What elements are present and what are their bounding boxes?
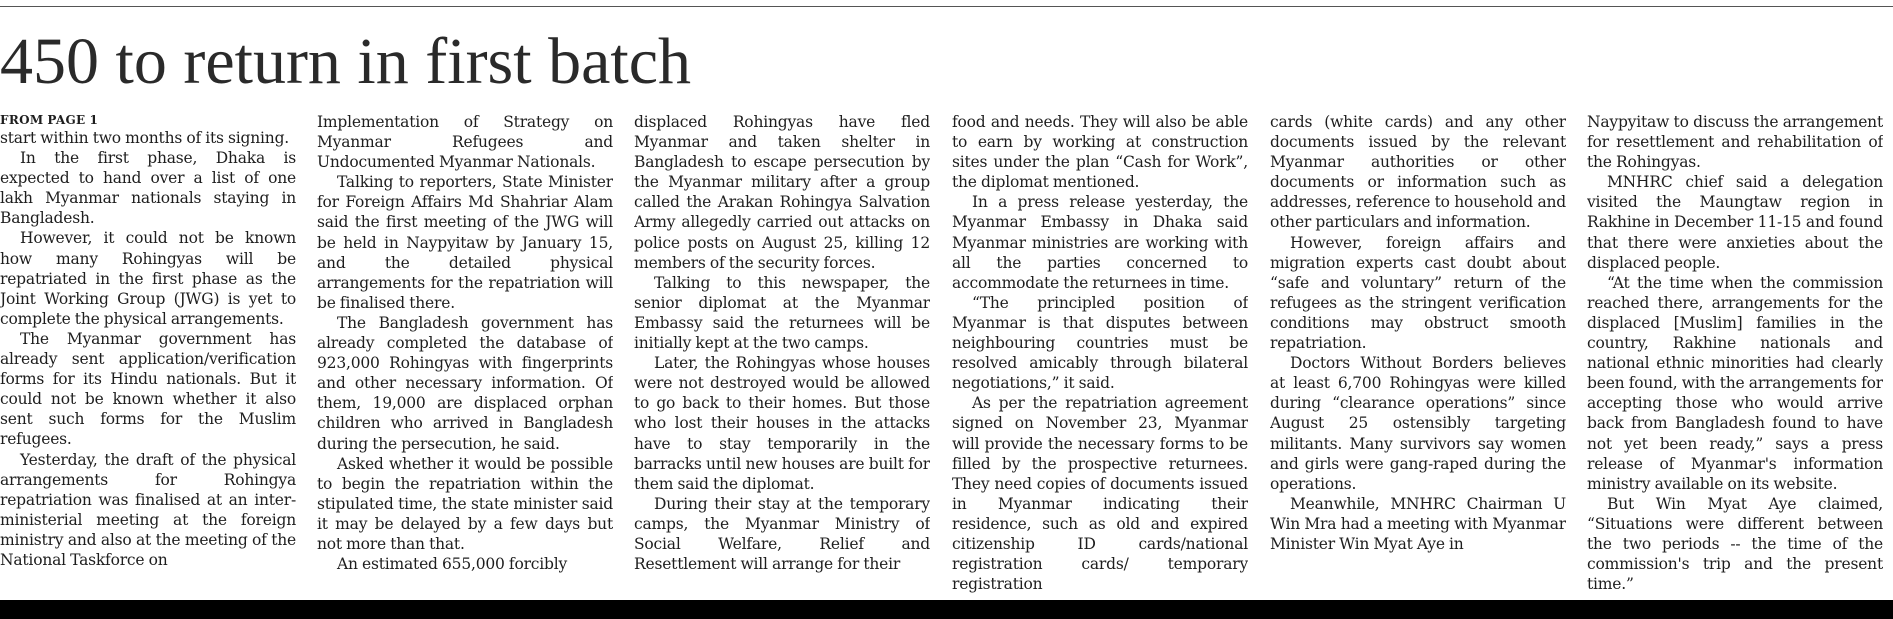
paragraph: An estimated 655,000 forcibly (337, 555, 568, 574)
paragraph: During their stay at the temporary camps, the Myanmar Ministry of Social Welfare, Relief and Resettlement will arrange for their (634, 494, 930, 574)
paragraph: start within two months of its signing. (0, 129, 290, 147)
paragraph: Talking to reporters, State Minister for Foreign Affairs Md Shahriar Alam said the first meeting of the JWG will be held in Naypyitaw by January 15, and the detailed physical arrangements for the repatriation will be finalised there. (317, 173, 613, 312)
paragraph: But Win Myat Aye claimed, “Situations were different between the two periods -- the time of the commission's trip and the present time.” (1587, 494, 1883, 594)
paragraph: The Myanmar government has already sent application/verification forms for its Hindu nationals. But it could not be known whether it also sent such forms for the Muslim refugees. (0, 329, 296, 449)
article-body (0, 112, 1893, 600)
paragraph: Talking to this newspaper, the senior diplomat at the Myanmar Embassy said the returnees will be initially kept at the two camps. (634, 273, 930, 353)
paragraph: In the first phase, Dhaka is expected to hand over a list of one lakh Myanmar nationals staying in Bangladesh. (0, 149, 296, 228)
column-3 (634, 112, 930, 600)
paragraph: Naypyitaw to discuss the arrangement for resettlement and rehabilitation of the Rohingyas. (1587, 113, 1883, 172)
paragraph: Asked whether it would be possible to begin the repatriation within the stipulated time, the state minister said it may be delayed by a few days but not more than that. (317, 454, 613, 553)
paragraph: cards (white cards) and any other documents issued by the relevant Myanmar authorities or other documents or information such as addresses, reference to household and other particulars and information. (1270, 113, 1566, 232)
headline: 450 to return in first batch (0, 25, 692, 98)
paragraph: However, it could not be known how many Rohingyas will be repatriated in the first phase as the Joint Working Group (JWG) is yet to complete the physical arrangements. (0, 229, 296, 328)
paragraph: “The principled position of Myanmar is that disputes between neighbouring countries must be resolved amicably through bilateral negotiations,” it said. (952, 293, 1248, 393)
column-6 (1587, 112, 1883, 600)
paragraph: Doctors Without Borders believes at least 6,700 Rohingyas were killed during “clearance operations” since August 25 ostensibly targeting militants. Many survivors say women and girls were gang-raped during the operations. (1270, 354, 1566, 493)
paragraph: The Bangladesh government has already completed the database of 923,000 Rohingyas with fingerprints and other necessary information. Of them, 19,000 are displaced orphan children who arrived in Bangladesh during the persecution, he said. (317, 313, 613, 453)
top-rule (0, 6, 1893, 7)
paragraph: displaced Rohingyas have fled Myanmar and taken shelter in Bangladesh to escape persecution by the Myanmar military after a group called the Arakan Rohingya Salvation Army allegedly carried out attacks on police posts on August 25, killing 12 members of the security forces. (634, 113, 930, 272)
paragraph: food and needs. They will also be able to earn by working at construction sites under the plan “Cash for Work”, the diplomat mentioned. (952, 113, 1248, 192)
paragraph: Later, the Rohingyas whose houses were not destroyed would be allowed to go back to their homes. But those who lost their houses in the attacks have to stay temporarily in the barracks until new houses are built for them said the diplomat. (634, 354, 930, 493)
column-1 (0, 112, 296, 600)
column-4 (952, 112, 1248, 600)
continuation-kicker: FROM PAGE 1 (0, 113, 99, 127)
paragraph: Yesterday, the draft of the physical arrangements for Rohingya repatriation was finalised at an inter-ministerial meeting at the foreign ministry and also at the meeting of the National Taskforce on (0, 450, 296, 569)
bottom-bar (0, 600, 1893, 619)
paragraph: In a press release yesterday, the Myanmar Embassy in Dhaka said Myanmar ministries are working with all the parties concerned to accommodate the returnees in time. (952, 193, 1248, 292)
paragraph: “At the time when the commission reached there, arrangements for the displaced [Muslim] families in the country, Rakhine nationals and national ethnic minorities had clearly been found, with the arrangements for accepting those who would arrive back from Bangladesh found to have not yet been ready,” says a press release of Myanmar's information ministry available on its website. (1587, 273, 1883, 493)
paragraph: However, foreign affairs and migration experts cast doubt about “safe and voluntary” return of the refugees as the stringent verification conditions may obstruct smooth repatriation. (1270, 233, 1566, 353)
column-5 (1270, 112, 1566, 600)
paragraph: As per the repatriation agreement signed on November 23, Myanmar will provide the necessary forms to be filled by the prospective returnees. They need copies of documents issued in Myanmar indicating their residence, such as old and expired citizenship ID cards/national registration cards/ temporary registration (952, 394, 1248, 594)
paragraph: Meanwhile, MNHRC Chairman U Win Mra had a meeting with Myanmar Minister Win Myat Aye in (1270, 494, 1566, 553)
paragraph: Implementation of Strategy on Myanmar Refugees and Undocumented Myanmar Nationals. (317, 113, 613, 172)
column-2 (317, 112, 613, 600)
paragraph: MNHRC chief said a delegation visited the Maungtaw region in Rakhine in December 11-15 and found that there were anxieties about the displaced people. (1587, 173, 1883, 272)
